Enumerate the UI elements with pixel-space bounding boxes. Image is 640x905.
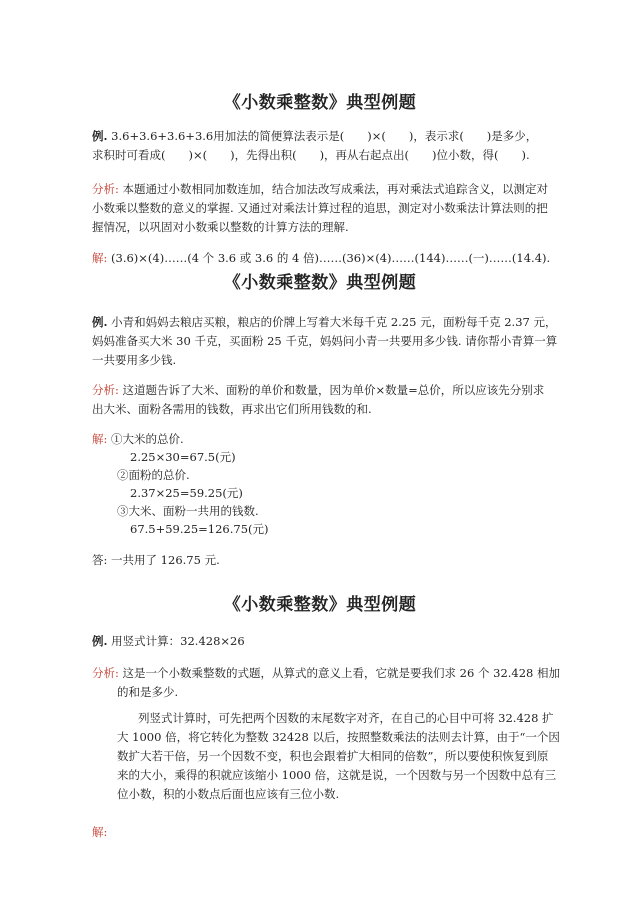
example-line [92,633,562,650]
analysis-line [92,382,562,399]
solution-step: ①大米的总价. [111,432,184,446]
solution-label: 解: [92,432,108,446]
paragraph-text: 列竖式计算时，可先把两个因数的末尾数字对齐，在自己的心目中可将 32.428 扩 [138,711,554,725]
example-line [92,128,562,145]
solution-line [92,431,562,448]
paragraph-text: 大 1000 倍，将它转化为整数 32428 以后，按照整数乘法的法则去计算，由于“一个因 [117,730,560,744]
solution-line [92,250,562,267]
answer-label: 答: [92,553,108,567]
example-text: 用竖式计算：32.428×26 [111,634,245,648]
solution-label: 解: [92,825,108,839]
analysis-text: 出大米、面粉各需用的钱数，再求出它们所用钱数的和. [92,402,372,416]
analysis-label: 分析: [92,383,119,397]
analysis-text: 握情况，以巩固对小数乘以整数的计算方法的理解. [92,220,349,234]
solution-calc: 2.37×25=59.25(元) [130,486,243,500]
example-text: 小青和妈妈去粮店买粮，粮店的价牌上写着大米每千克 2.25 元，面粉每千克 2.37 元， [111,315,557,329]
analysis-label: 分析: [92,182,119,196]
solution-step: ③大米、面粉一共用的钱数. [117,504,259,518]
section-title: 《小数乘整数》典型例题 [223,273,417,293]
example-text: 求积时可看成( )×( )，先得出积( )，再从右起点出( )位小数，得( ). [92,148,530,162]
example-line [92,314,562,331]
analysis-text: 这是一个小数乘整数的式题，从算式的意义上看，它就是要我们求 26 个 32.428 相加 [122,666,561,680]
example-text: 3.6+3.6+3.6+3.6用加法的简便算法表示是( )×( )，表示求( )是多少， [111,129,538,143]
example-label: 例. [92,315,108,329]
example-label: 例. [92,129,108,143]
analysis-line [92,665,562,682]
solution-calc: 67.5+59.25=126.75(元) [130,522,269,536]
section-title: 《小数乘整数》典型例题 [223,595,417,615]
analysis-text: 的和是多少. [117,685,179,699]
answer-text: 一共用了 126.75 元. [111,553,220,567]
paragraph-text: 数扩大若干倍，另一个因数不变，积也会跟着扩大相同的倍数”，所以要使积恢复到原 [117,749,549,763]
example-text: 一共要用多少钱. [92,353,177,367]
analysis-line [92,181,562,198]
solution-calc: 2.25×30=67.5(元) [130,450,236,464]
solution-label: 解: [92,251,108,265]
example-text: 妈妈准备买大米 30 千克，买面粉 25 千克，妈妈问小青一共要用多少钱. 请你帮小青算一算 [92,334,558,348]
answer-line [92,552,562,569]
paragraph-text: 来的大小，乘得的积就应该缩小 1000 倍，这就是说，一个因数与另一个因数中总有三 [117,768,557,782]
solution-step: ②面粉的总价. [117,468,190,482]
solution-line [92,824,562,841]
solution-text: (3.6)×(4)……(4 个 3.6 或 3.6 的 4 倍)……(36)×(4)……(144)……(一)……(14.4). [111,251,551,265]
page-title: 《小数乘整数》典型例题 [223,93,417,113]
analysis-text: 这道题告诉了大米、面粉的单价和数量，因为单价×数量=总价，所以应该先分别求 [122,383,545,397]
example-label: 例. [92,634,108,648]
analysis-label: 分析: [92,666,119,680]
analysis-text: 小数乘以整数的意义的掌握. 又通过对乘法计算过程的追思，测定对小数乘法计算法则的把 [92,201,548,215]
paragraph-text: 位小数，积的小数点后面也应该有三位小数. [117,787,340,801]
analysis-text: 本题通过小数相同加数连加，结合加法改写成乘法，再对乘法式追踪含义，以测定对 [122,182,549,196]
